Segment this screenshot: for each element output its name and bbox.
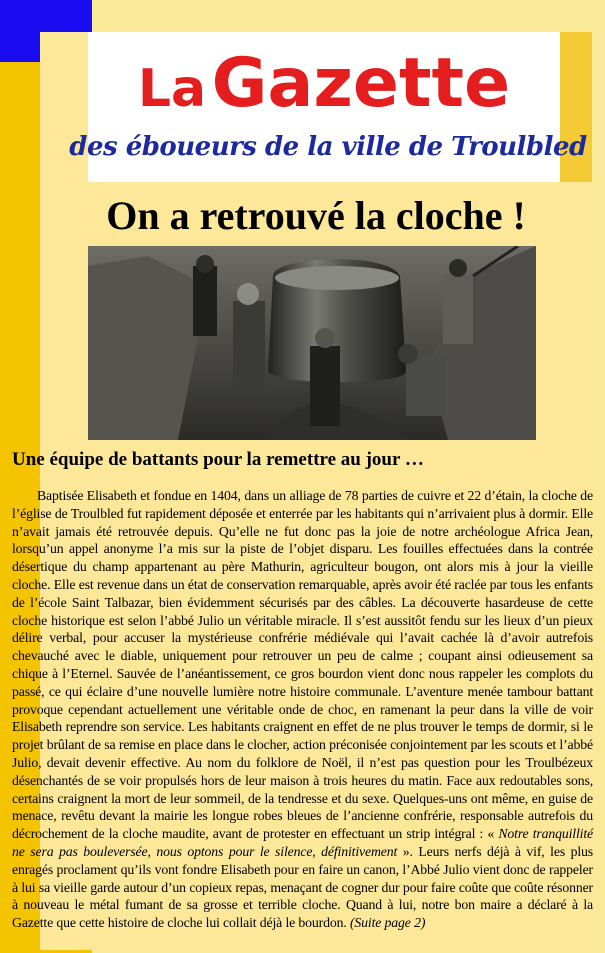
continued-note: (Suite page 2) <box>349 915 426 931</box>
masthead <box>69 32 587 182</box>
archaeological-dig-bell-photo <box>88 246 536 440</box>
masthead-subtitle: des éboueurs de la ville de Troulbled <box>69 132 587 162</box>
article-body <box>12 487 593 932</box>
masthead-title-prefix: La <box>137 59 207 119</box>
article-body-part-2: ». Leurs nerfs déjà à vif, les plus enragés proclament qu’ils vont fondre Elisabeth pour en faire un canon, l’Abbé Julio vient donc de rappeler à lui sa vieille garde autour d’un copieux repas, menaçant de cogner dur pour faire coûte que coûte résonner à nouveau le métal fumant de sa grosse et terrible cloche. Quand à lui, notre bon maire a déclaré à la Gazette que cette histoire de cloche lui collait déjà le bourdon. <box>12 843 593 931</box>
headline: On a retrouvé la cloche ! <box>106 193 526 238</box>
article-body-part-1: Baptisée Elisabeth et fondue en 1404, dans un alliage de 78 parties de cuivre et 22 d’étain, la cloche de l’église de Troulbled fut rapidement déposée et enterrée par les habitants qui n’arrivaient plus à dormir. Elle n’avait jamais été retrouvée depuis. Qu’elle ne fut donc pas la joie de notre archéologue Africa Jean, lorsqu’un appel anonyme l’a mis sur la piste de l’objet disparu. Les fouilles effectuées dans la contrée désertique du champ appartenant au père Mathurin, agriculteur bougon, ont alors mis à jour la vieille cloche. Elle est revenue dans un état de conservation remarquable, après avoir été raclée par tous les enfants de l’école Saint Talbazar, bien évidemment sécurisés par des câbles. La découverte hasardeuse de cette cloche historique est selon l’abbé Julio un véritable miracle. Il s’est aussitôt fendu sur les lieux d’un pieux délire verbal, pour accuser la mystérieuse confrérie médiévale qui l’avait cachée là d’avoir autrefois chevauché avec le diable, uniquement pour retrouver un peu de calme ; coupant ainsi odieusement sa chique à l’Eternel. Sauvée de l’anéantissement, ce gros bourdon vient donc nous rappeler les complots du passé, ce qui éclaire d’une nouvelle lumière notre histoire communale. L’aventure menée tambour battant provoque cependant actuellement une véritable onde de choc, en ramenant la peur dans la ville de voir Elisabeth reprendre son service. Les habitants craignent en effet de ne plus trouver le temps de dormir, si le projet brûlant de sa remise en place dans le clocher, action préconisée conjointement par les scouts et l’abbé Julio, devait devenir effective. Au nom du folklore de Noël, il n’est pas question pour les Troulbézeux désenchantés de se voir propulsés hors de leur maison à trois heures du matin. Face aux redoutables sons, certains craignent la mort de leur sommeil, de la tendresse et du sexe. Quelques-uns ont même, en guise de menace, revêtu devant la mairie les longue robes bleues de l’ancienne confrérie, responsable autrefois du décrochement de la cloche maudite, avant de protester en effectuant un strip intégral : « <box>12 488 593 842</box>
article-quote: Notre tranquillité ne sera pas bouleversée, nous optons pour le silence, définitivement <box>12 826 593 859</box>
photo-illustration <box>88 246 536 440</box>
masthead-title-main: Gazette <box>211 44 511 123</box>
subheadline: Une équipe de battants pour la remettre au jour … <box>12 449 424 470</box>
masthead-title <box>88 44 560 123</box>
